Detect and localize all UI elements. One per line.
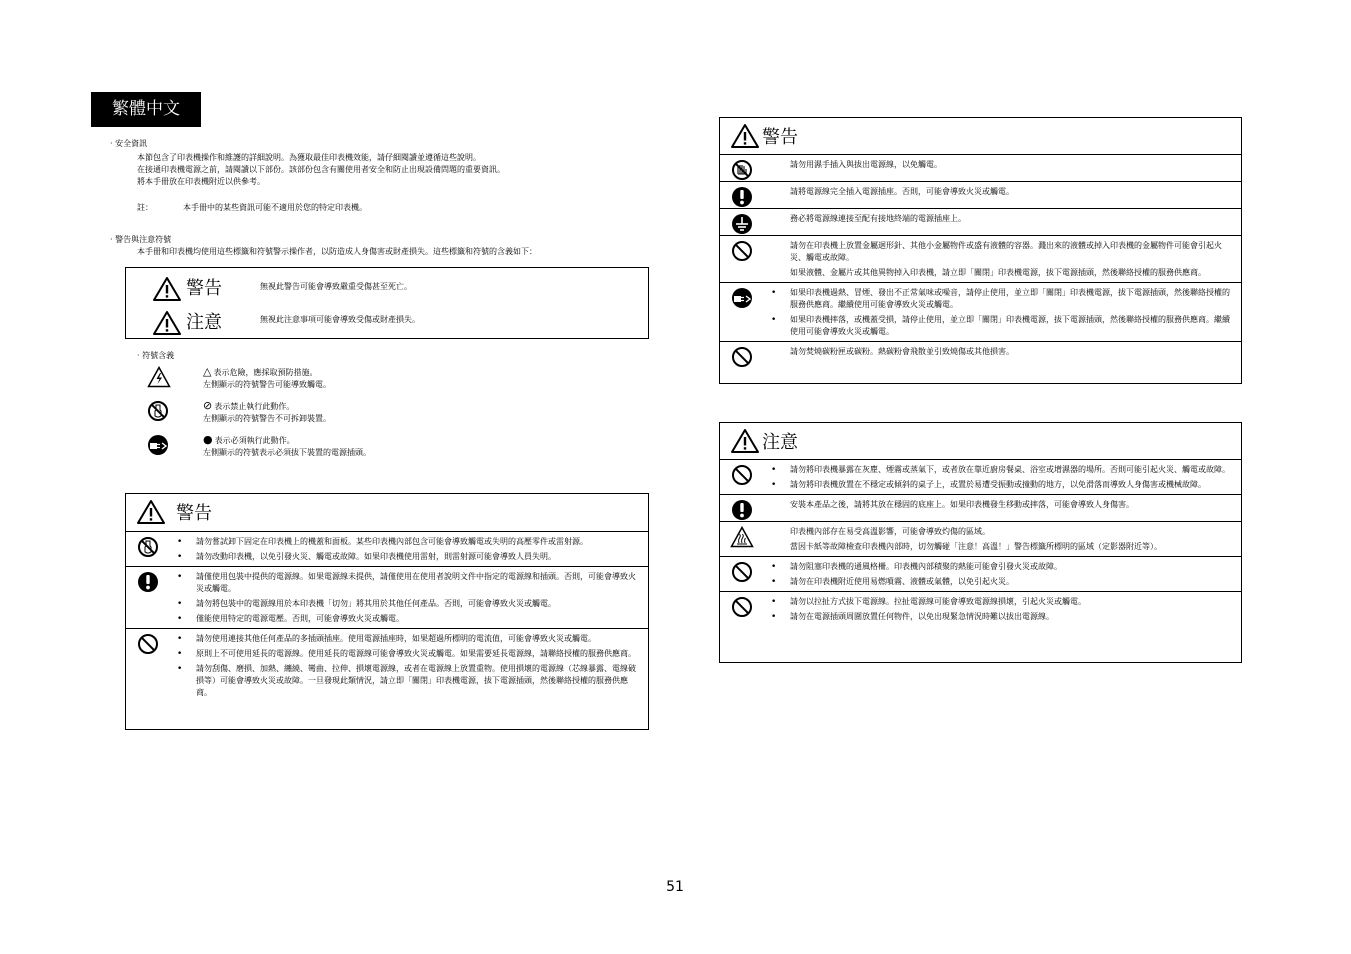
symbol-meaning-desc: 表示必須執行此動作。 [214,436,295,445]
row-paragraph: 當因卡紙等故障檢查印表機內部時，切勿觸碰「注意！高溫！」警告標籤所標明的區域（定影器附近等）。 [790,542,1162,551]
warning-signs-intro: 本手冊和印表機均使用這些標籤和符號警示操作者，以防造成人身傷害或財產損失。這些標籤和符號的含義如下： [137,247,537,256]
left-warning-rows [126,532,648,702]
symbol-meaning-detail: 左側顯示的符號警告不可拆卸裝置。 [203,414,331,423]
warning-row-text [764,557,1241,591]
row-paragraph: 請將電源線完全插入電源插座。否則，可能會導致火災或觸電。 [790,187,1014,196]
safety-info-body [137,152,505,188]
bullet-item: • 請勿在電源插頭周圍放置任何物件，以免出現緊急情況時難以拔出電源線。 [764,611,1233,623]
bullet-list [764,287,1233,338]
symbol-mark-icon: △ [203,365,212,378]
prohibited-icon [126,629,170,702]
symbol-meaning-detail: 左側顯示的符號表示必須拔下裝置的電源插頭。 [203,448,371,457]
symbol-meaning-desc: 表示危險，應採取預防措施。 [213,368,318,377]
bullet-item: • 請勿改動印表機，以免引發火災、觸電或故障。如果印表機使用雷射，則雷射源可能會導致人員失明。 [170,551,640,563]
bullet-item: • 請勿阻塞印表機的通風格柵。印表機內部積聚的熱能可能會引發火災或故障。 [764,561,1233,573]
bullet-item: • 請勿將印表機暴露在灰塵、煙霧或蒸氣下，或者放在靠近廚房餐桌、浴室或增濕器的場所。否則可能引起火災、觸電或故障。 [764,464,1233,476]
left-warning-box [125,493,649,730]
unplug-icon [720,283,764,341]
bullet-list [170,536,640,563]
note-label: 註： [137,203,153,212]
symbol-meanings-list [147,366,467,468]
warning-row-text [764,342,1241,368]
bullet-item: • 如果印表機過熱、冒煙、發出不正常氣味或噪音，請停止使用，並立即「關閉」印表機電源，拔下電源插頭，然後聯絡授權的服務供應商。繼續使用可能會導致火災或觸電。 [764,287,1233,311]
bullet-list [764,561,1233,588]
warning-row [720,495,1241,522]
right-caution-box [719,422,1242,663]
warning-row-text [764,460,1241,494]
note-text: 本手冊中的某些資訊可能不適用於您的特定印表機。 [183,203,367,212]
warning-triangle-icon [136,499,166,525]
warning-row-text [764,592,1241,626]
bullet-item: • 請勿在印表機附近使用易燃噴霧、液體或氣體，以免引起火災。 [764,576,1233,588]
symbol-meaning-line1 [203,400,331,413]
bullet-item: • 請勿刮傷、磨損、加熱、纏繞、彎曲、拉伸、損壞電源線，或者在電源線上放置重物。使用損壞的電源線（芯線暴露、電線破損等）可能會導致火災或故障。一旦發現此類情況，請立即「關閉」印表機電源，拔下電源插頭，然後聯絡授權的服務供應商。 [170,663,640,699]
safety-info-line: 將本手冊放在印表機附近以供參考。 [137,177,265,186]
warning-row [720,522,1241,557]
prohibited-icon [720,342,764,368]
warning-triangle-icon [730,123,760,149]
language-tab: 繁體中文 [91,92,201,127]
warning-row-text [764,283,1241,341]
warning-row [720,182,1241,209]
ground-icon [720,209,764,235]
caution-level-title: 注意 [186,312,222,333]
bullet-item: • 請勿將包裝中的電源線用於本印表機「切勿」將其用於其他任何產品。否則，可能會導致火災或觸電。 [170,598,640,610]
symbol-meaning-detail: 左側顯示的符號警告可能導致觸電。 [203,380,331,389]
bullet-item: • 請勿以拉扯方式拔下電源線。拉扯電源線可能會導致電源線損壞，引起火災或觸電。 [764,596,1233,608]
left-warning-header [126,494,648,532]
bullet-item: • 僅能使用特定的電源電壓。否則，可能會導致火災或觸電。 [170,613,640,625]
prohibited-icon [720,236,764,282]
no-disassemble-icon [126,532,170,566]
bullet-list [764,464,1233,491]
mandatory-icon [720,495,764,521]
warning-row-text [764,522,1241,556]
prohibited-icon [720,592,764,626]
warning-row-text [764,155,1241,181]
symbol-meaning-text [203,434,371,459]
warning-row [720,460,1241,495]
signal-words-box [125,267,649,339]
caution-triangle-icon [152,310,182,336]
row-paragraph: 請勿在印表機上放置金屬迴形針、其他小金屬物件或盛有液體的容器。濺出來的液體或掉入印表機的金屬物件可能會引起火災、觸電或故障。 [790,241,1222,262]
warning-triangle-icon [152,276,182,302]
page-number: 51 [666,879,684,895]
warning-row [720,236,1241,283]
symbol-meaning-item [147,434,467,468]
prohibited-icon [720,557,764,591]
row-paragraph: 請勿用濕手插入與拔出電源線，以免觸電。 [790,160,942,169]
bullet-list [170,571,640,625]
symbol-meaning-item [147,366,467,400]
row-paragraph: 務必將電源線連接至配有接地終端的電源插座上。 [790,214,966,223]
bullet-list [170,633,640,699]
right-warning-header [720,118,1241,155]
symbol-mark-icon: ⊘ [203,399,213,412]
mandatory-icon [720,182,764,208]
warning-row-text [764,182,1241,208]
unplug-icon [147,434,203,456]
row-paragraph: 如果液體、金屬片或其他異物掉入印表機，請立即「關閉」印表機電源，拔下電源插頭，然後聯絡授權的服務供應商。 [790,268,1206,277]
right-caution-header [720,423,1241,460]
safety-info-line: 本節包含了印表機操作和維護的詳細說明。為獲取最佳印表機效能，請仔細閱讀並遵循這些說明。 [137,153,481,162]
symbol-meaning-text [203,400,331,425]
warning-row-text [170,629,648,702]
symbol-meaning-text [203,366,331,391]
warning-signs-heading: · 警告與注意符號 [110,235,172,244]
symbol-meaning-line1 [203,434,371,447]
warning-row [720,209,1241,236]
warning-row [720,592,1241,626]
bullet-item: • 請勿嘗試卸下固定在印表機上的機蓋和面板。某些印表機內部包含可能會導致觸電或失明的高壓零件或雷射源。 [170,536,640,548]
warning-row [720,283,1241,342]
right-warning-box [719,117,1242,384]
prohibited-icon [720,460,764,494]
warning-row [720,557,1241,592]
warning-row-text [764,495,1241,521]
caution-triangle-icon [730,428,760,454]
no-wet-hands-icon [720,155,764,181]
safety-info-heading: · 安全資訊 [110,139,148,148]
right-caution-rows [720,460,1241,626]
symbol-meaning-line1 [203,366,331,379]
electric-shock-icon [147,366,203,388]
bullet-item: • 如果印表機摔落，或機蓋受損，請停止使用，並立即「關閉」印表機電源，拔下電源插頭，然後聯絡授權的服務供應商。繼續使用可能會導致火災或觸電。 [764,314,1233,338]
warning-row [126,532,648,567]
symbol-meanings-heading: · 符號含義 [137,351,175,360]
warning-row-text [764,236,1241,282]
symbol-meaning-item [147,400,467,434]
warning-row [720,155,1241,182]
warning-row [720,342,1241,368]
row-paragraph: 請勿焚燒碳粉匣或碳粉。熱碳粉會飛散並引致燒傷或其他損害。 [790,347,1014,356]
left-warning-title: 警告 [176,503,212,524]
no-disassemble-icon [147,400,203,422]
symbol-meaning-desc: 表示禁止執行此動作。 [214,402,295,411]
mandatory-icon [126,567,170,628]
warning-level-desc: 無視此警告可能會導致嚴重受傷甚至死亡。 [260,282,412,291]
bullet-item: • 請勿使用連接其他任何產品的多插頭插座。使用電源插座時，如果超過所標明的電流值，可能會導致火災或觸電。 [170,633,640,645]
warning-row-text [170,532,648,566]
symbol-mark-icon: ● [203,433,213,446]
bullet-list [764,596,1233,623]
right-warning-title: 警告 [762,127,798,148]
hot-surface-icon [720,522,764,556]
warning-level [152,276,258,302]
bullet-item: • 原則上不可使用延長的電源線。使用延長的電源線可能會導致火災或觸電。如果需要延長電源線，請聯絡授權的服務供應商。 [170,648,640,660]
bullet-item: • 請僅使用包裝中提供的電源線。如果電源線未提供，請僅使用在使用者說明文件中指定的電源線和插頭。否則，可能會導致火災或觸電。 [170,571,640,595]
warning-level-title: 警告 [186,278,222,299]
warning-row-text [764,209,1241,235]
warning-row [126,567,648,629]
warning-row-text [170,567,648,628]
caution-level [152,310,258,336]
right-caution-title: 注意 [762,432,798,453]
safety-info-line: 在接通印表機電源之前，請閱讀以下部份。該部份包含有關使用者安全和防止出現設備問題的重要資訊。 [137,165,505,174]
row-paragraph: 印表機內部存在易受高溫影響，可能會導致灼傷的區域。 [790,527,990,536]
warning-row [126,629,648,702]
caution-level-desc: 無視此注意事項可能會導致受傷或財產損失。 [260,315,420,324]
row-paragraph: 安裝本產品之後，請將其放在穩固的底座上。如果印表機發生移動或摔落，可能會導致人身傷害。 [790,500,1134,509]
right-warning-rows [720,155,1241,368]
bullet-item: • 請勿將印表機放置在不穩定或傾斜的桌子上，或置於易遭受振動或撞動的地方，以免滑落而導致人身傷害或機械故障。 [764,479,1233,491]
